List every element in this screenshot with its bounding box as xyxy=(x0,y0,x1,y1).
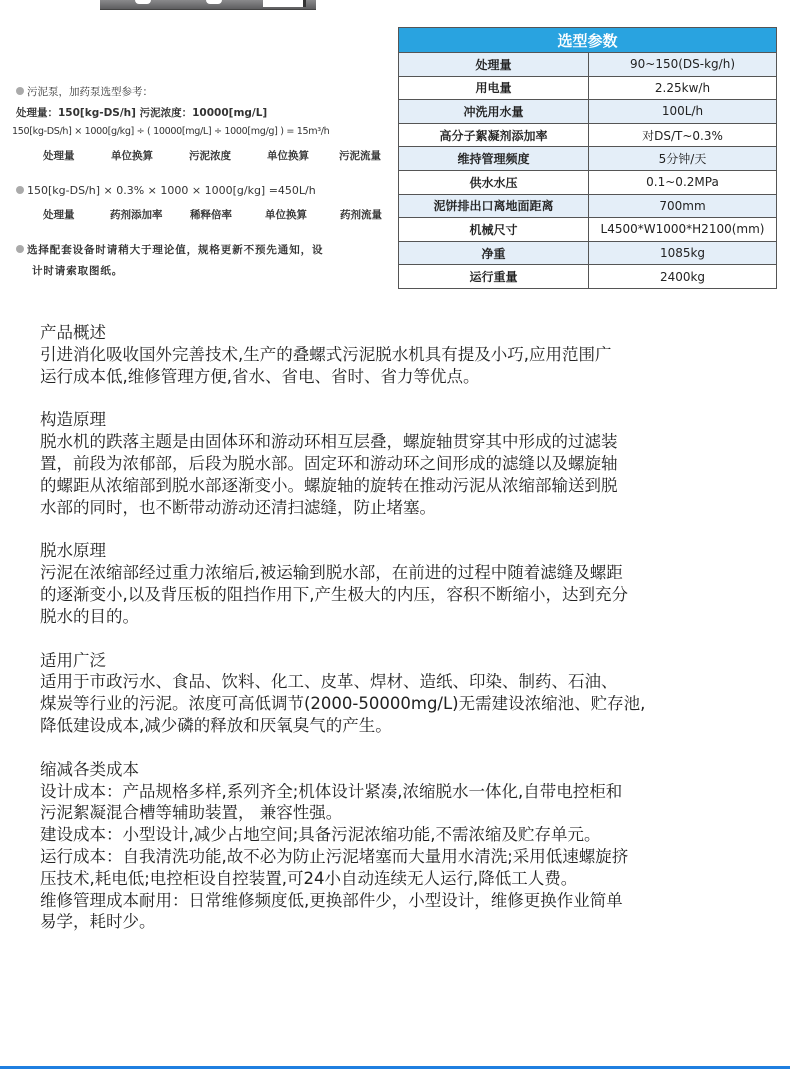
spec-value: 2400kg xyxy=(589,265,777,289)
section-text-line: 污泥絮凝混合槽等辅助装置， 兼容性强。 xyxy=(40,803,343,823)
spec-value: 700mm xyxy=(589,194,777,218)
bullet-icon xyxy=(16,87,24,95)
machine-plate xyxy=(263,0,306,7)
spec-table xyxy=(398,27,777,289)
section xyxy=(40,540,760,627)
reference-line1: 处理量：150[kg-DS/h] 污泥浓度：10000[mg/L] xyxy=(16,107,268,119)
section-text-line: 的逐渐变小,以及背压板的阻挡作用下,产生极大的内压，容积不断缩小，达到充分 xyxy=(40,584,628,604)
machine-slot xyxy=(206,0,222,4)
section-title: 缩减各类成本 xyxy=(40,759,139,779)
spec-key: 处理量 xyxy=(399,53,589,77)
spec-row xyxy=(399,100,777,124)
section xyxy=(40,759,760,933)
section xyxy=(40,322,760,387)
spec-key: 净重 xyxy=(399,241,589,265)
section-text-line: 降低建设成本,减少磷的释放和厌氧臭气的产生。 xyxy=(40,715,392,735)
spec-key: 机械尺寸 xyxy=(399,218,589,242)
section-text-line: 煤炭等行业的污泥。浓度可高低调节(2000-50000mg/L)无需建设浓缩池、贮存池, xyxy=(40,694,646,714)
formula1-label: 污泥浓度 xyxy=(189,150,231,162)
spec-value: 2.25kw/h xyxy=(589,76,777,100)
reference-formula2: 150[kg-DS/h] × 0.3% × 1000 × 1000[g/kg] =450L/h xyxy=(27,184,316,197)
spec-row xyxy=(399,241,777,265)
section-text-line: 易学，耗时少。 xyxy=(40,912,156,932)
section-text-line: 脱水的目的。 xyxy=(40,606,139,626)
machine-slot xyxy=(135,0,151,4)
spec-value: L4500*W1000*H2100(mm) xyxy=(589,218,777,242)
section-text-line: 适用于市政污水、食品、饮料、化工、皮革、焊材、造纸、印染、制药、石油、 xyxy=(40,672,618,692)
section-text-line: 置，前段为浓郁部，后段为脱水部。固定环和游动环之间形成的滤缝以及螺旋轴 xyxy=(40,453,618,473)
section-title: 产品概述 xyxy=(40,323,106,342)
spec-value: 0.1~0.2MPa xyxy=(589,170,777,194)
bullet-icon xyxy=(16,186,24,194)
reference-note-line2: 计时请索取图纸。 xyxy=(32,265,124,277)
formula1-label: 污泥流量 xyxy=(339,150,381,162)
section-text-line: 引进消化吸收国外完善技术,生产的叠螺式污泥脱水机具有提及小巧,应用范围广 xyxy=(40,344,612,364)
formula2-label: 处理量 xyxy=(43,209,75,221)
section-title: 适用广泛 xyxy=(40,650,106,670)
reference-note-line1 xyxy=(16,242,323,257)
spec-row xyxy=(399,53,777,77)
spec-key: 用电量 xyxy=(399,76,589,100)
section-text-line: 脱水机的跌落主题是由固体环和游动环相互层叠，螺旋轴贯穿其中形成的过滤装 xyxy=(40,432,618,452)
bullet-icon xyxy=(16,245,24,253)
reference-formula2-line xyxy=(16,184,316,197)
reference-heading: 污泥泵，加药泵选型参考： xyxy=(27,86,153,98)
spec-row xyxy=(399,194,777,218)
spec-key: 维持管理频度 xyxy=(399,147,589,171)
spec-table-title: 选型参数 xyxy=(399,28,777,53)
formula2-label: 单位换算 xyxy=(265,209,307,221)
formula2-label: 药剂添加率 xyxy=(110,209,163,221)
spec-key: 冲洗用水量 xyxy=(399,100,589,124)
reference-formula1: 150[kg-DS/h] × 1000[g/kg] ÷ ( 10000[mg/L] ÷ 1000[mg/g] ) = 15m³/h xyxy=(12,126,330,137)
formula1-label: 处理量 xyxy=(43,150,75,162)
reference-heading-line xyxy=(16,84,153,99)
spec-key: 供水水压 xyxy=(399,170,589,194)
spec-value: 5分钟/天 xyxy=(589,147,777,171)
spec-row xyxy=(399,265,777,289)
spec-key: 泥饼排出口离地面距离 xyxy=(399,194,589,218)
section-text-line: 设计成本：产品规格多样,系列齐全;机体设计紧凑,浓缩脱水一体化,自带电控柜和 xyxy=(40,781,623,801)
machine-image-fragment xyxy=(100,0,316,10)
reference-note: 选择配套设备时请稍大于理论值，规格更新不预先通知，设 xyxy=(27,244,324,256)
section-text-line: 压技术,耗电低;电控柜设自控装置,可24小自动连续无人运行,降低工人费。 xyxy=(40,868,578,888)
section-text-line: 水部的同时，也不断带动游动还清扫滤缝，防止堵塞。 xyxy=(40,497,436,517)
section-text-line: 建设成本：小型设计,减少占地空间;具备污泥浓缩功能,不需浓缩及贮存单元。 xyxy=(40,825,601,845)
product-description xyxy=(40,322,760,955)
spec-value: 1085kg xyxy=(589,241,777,265)
section-title: 构造原理 xyxy=(40,410,106,430)
section xyxy=(40,650,760,737)
section-text-line: 的螺距从浓缩部到脱水部逐渐变小。螺旋轴的旋转在推动污泥从浓缩部输送到脱 xyxy=(40,475,618,495)
spec-row xyxy=(399,170,777,194)
spec-value: 100L/h xyxy=(589,100,777,124)
section-text-line: 维修管理成本耐用：日常维修频度低,更换部件少，小型设计，维修更换作业简单 xyxy=(40,890,623,910)
spec-row xyxy=(399,76,777,100)
section-title: 脱水原理 xyxy=(40,541,106,561)
spec-row xyxy=(399,147,777,171)
spec-value: 对DS/T~0.3% xyxy=(589,123,777,147)
formula2-label: 稀释倍率 xyxy=(190,209,232,221)
spec-row xyxy=(399,218,777,242)
spec-value: 90~150(DS-kg/h) xyxy=(589,53,777,77)
section-text-line: 运行成本低,维修管理方便,省水、省电、省时、省力等优点。 xyxy=(40,366,480,386)
formula1-label: 单位换算 xyxy=(267,150,309,162)
section xyxy=(40,409,760,518)
section-text-line: 污泥在浓缩部经过重力浓缩后,被运输到脱水部，在前进的过程中随着滤缝及螺距 xyxy=(40,563,623,583)
formula1-label: 单位换算 xyxy=(111,150,153,162)
spec-row xyxy=(399,123,777,147)
formula2-label: 药剂流量 xyxy=(340,209,382,221)
spec-key: 运行重量 xyxy=(399,265,589,289)
section-text-line: 运行成本：自我清洗功能,故不必为防止污泥堵塞而大量用水清洗;采用低速螺旋挤 xyxy=(40,846,629,866)
spec-key: 高分子絮凝剂添加率 xyxy=(399,123,589,147)
